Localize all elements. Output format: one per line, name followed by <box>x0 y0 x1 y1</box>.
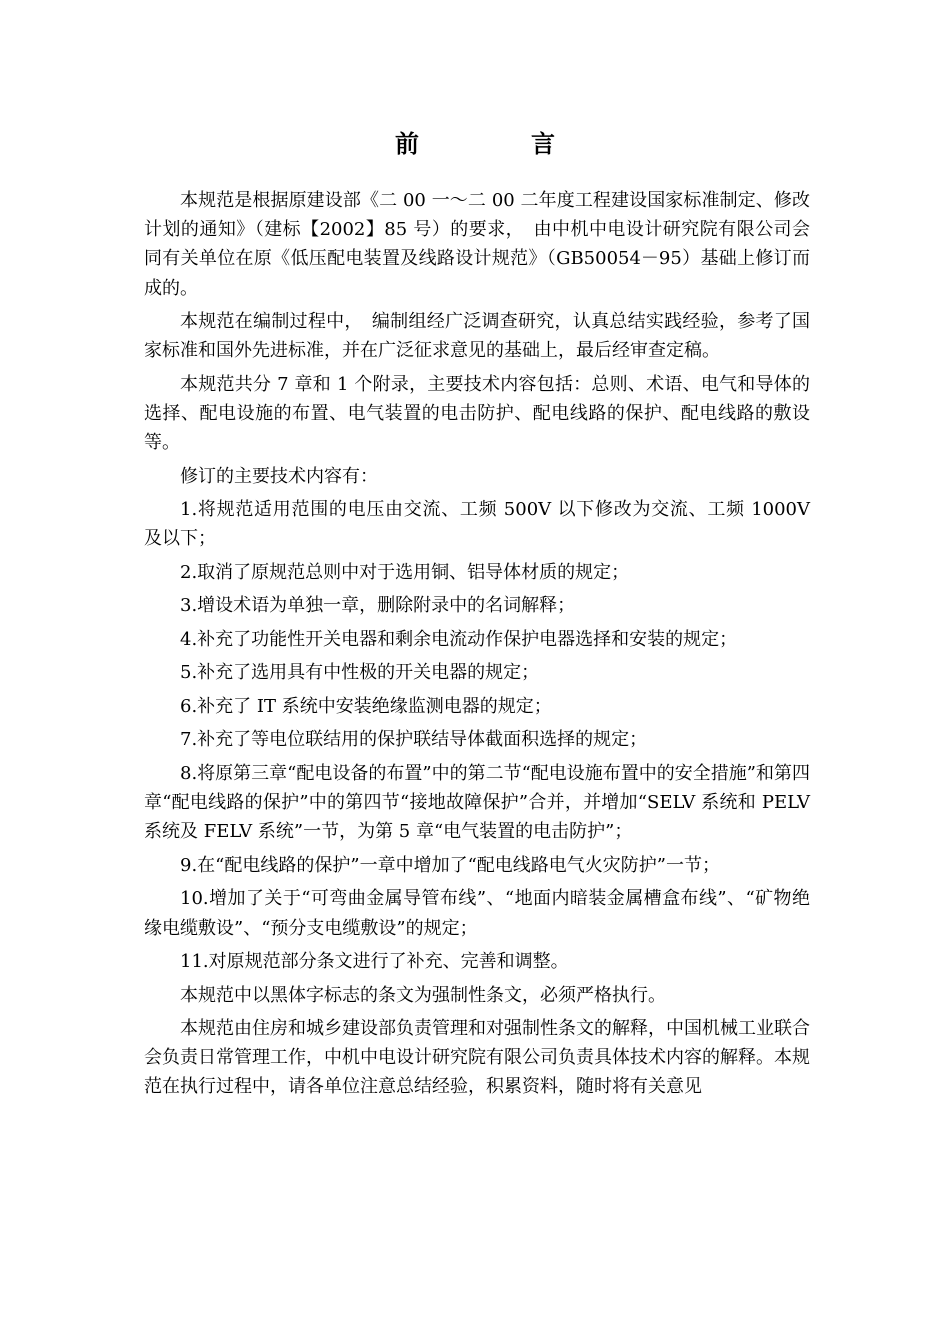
revision-item-5: 5.补充了选用具有中性极的开关电器的规定； <box>180 662 540 684</box>
paragraph-management: 本规范由住房和城乡建设部负责管理和对强制性条文的解释，中国机械工业联合会负责日常管理工作，中机中电设计研究院有限公司负责具体技术内容的解释。本规范在执行过程中，请各单位注意总结经验，积累资料，随时将有关意见 <box>144 1018 810 1098</box>
revision-item-9: 9.在“配电线路的保护”一章中增加了“配电线路电气火灾防护”一节； <box>180 854 720 876</box>
revision-item-8: 8.将原第三章“配电设备的布置”中的第二节“配电设施布置中的安全措施”和第四章“配电线路的保护”中的第四节“接地故障保护”合并，并增加“SELV 系统和 PELV 系统及 FELV 系统”一节，为第 5 章“电气装置的电击防护”； <box>144 762 810 843</box>
document-body <box>144 186 810 1106</box>
paragraph-contents: 本规范共分 7 章和 1 个附录，主要技术内容包括：总则、术语、电气和导体的选择、配电设施的布置、电气装置的电击防护、配电线路的保护、配电线路的敷设等。 <box>144 373 810 454</box>
title-char-1: 前 <box>395 130 419 158</box>
revision-item-10: 10.增加了关于“可弯曲金属导管布线”、“地面内暗装金属槽盒布线”、“矿物绝缘电缆敷设”、“预分支电缆敷设”的规定； <box>144 888 810 939</box>
revision-item-7: 7.补充了等电位联结用的保护联结导体截面积选择的规定； <box>180 729 648 751</box>
paragraph-revision-intro: 修订的主要技术内容有： <box>180 465 378 487</box>
paragraph-process: 本规范在编制过程中， 编制组经广泛调查研究，认真总结实践经验，参考了国家标准和国外先进标准，并在广泛征求意见的基础上，最后经审查定稿。 <box>144 311 810 362</box>
page-title <box>0 124 950 159</box>
revision-item-6: 6.补充了 IT 系统中安装绝缘监测电器的规定； <box>180 695 552 717</box>
title-char-2: 言 <box>531 130 555 158</box>
paragraph-basis: 本规范是根据原建设部《二 00 一～二 00 二年度工程建设国家标准制定、修改计划的通知》（建标【2002】85 号）的要求， 由中机中电设计研究院有限公司会同有关单位在原《低压配电装置及线路设计规范》（GB50054－95）基础上修订而成的。 <box>144 190 810 299</box>
revision-item-1: 1.将规范适用范围的电压由交流、工频 500V 以下修改为交流、工频 1000V 及以下； <box>144 499 810 550</box>
revision-item-3: 3.增设术语为单独一章，删除附录中的名词解释； <box>180 595 576 617</box>
paragraph-mandatory: 本规范中以黑体字标志的条文为强制性条文，必须严格执行。 <box>180 984 666 1006</box>
revision-item-2: 2.取消了原规范总则中对于选用铜、铝导体材质的规定； <box>180 561 630 583</box>
revision-item-11: 11.对原规范部分条文进行了补充、完善和调整。 <box>180 951 569 973</box>
revision-item-4: 4.补充了功能性开关电器和剩余电流动作保护电器选择和安装的规定； <box>180 628 738 650</box>
